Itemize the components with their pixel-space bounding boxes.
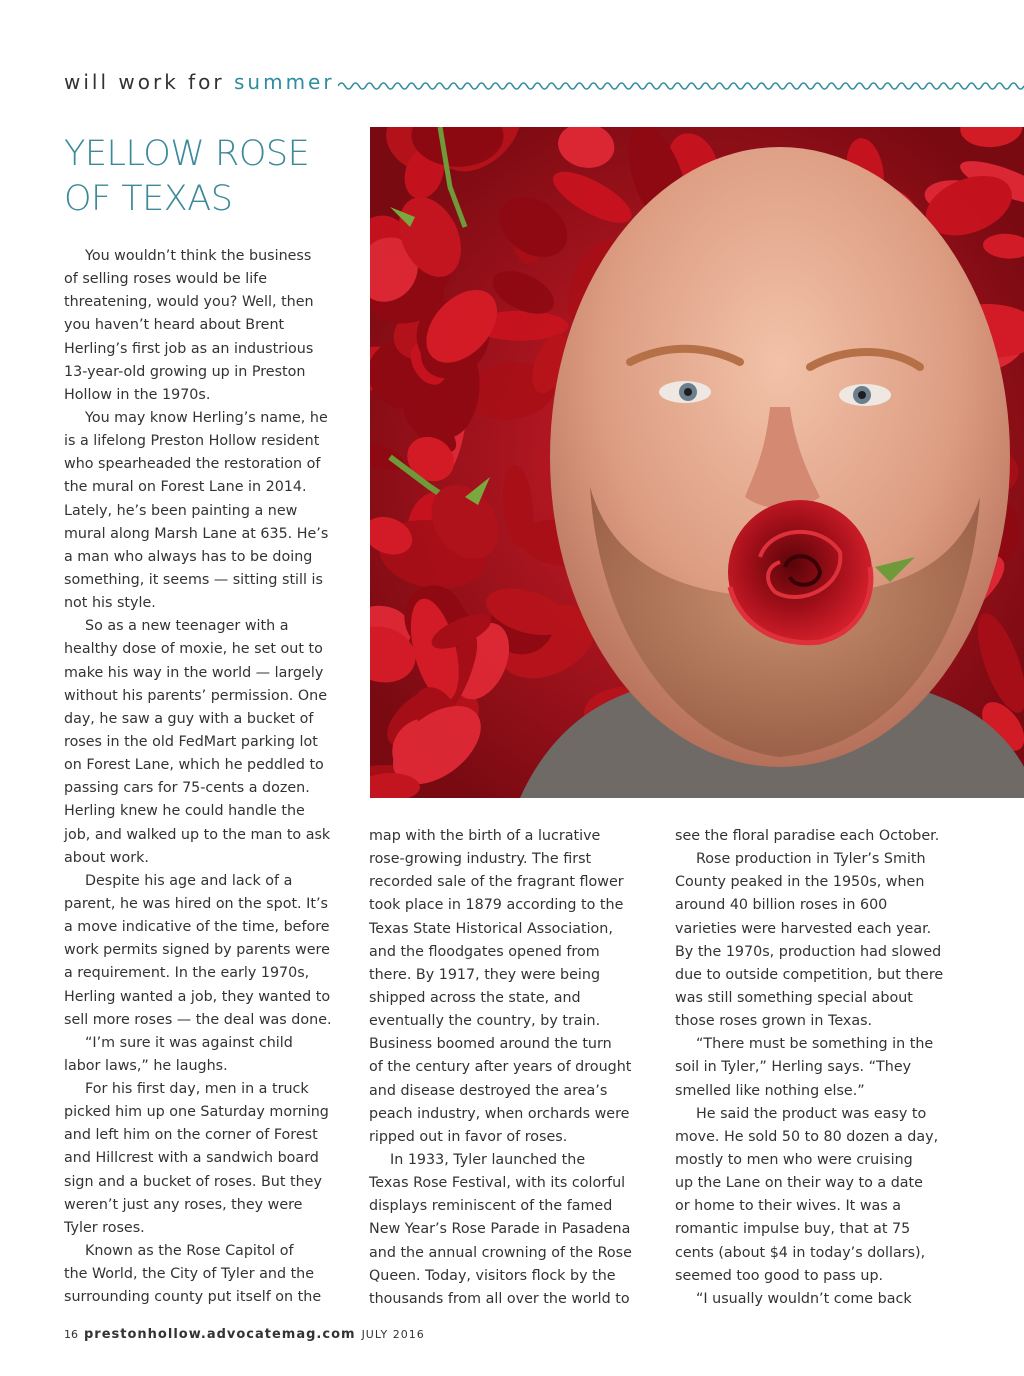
text-line: picked him up one Saturday morning (64, 1104, 329, 1121)
text-line: sell more roses — the deal was done. (64, 1011, 332, 1028)
section-prefix: will work for (64, 70, 225, 94)
text-line: thousands from all over the world to (369, 1290, 630, 1307)
text-line: without his parents’ permission. One (64, 687, 327, 704)
text-line: soil in Tyler,” Herling says. “They (675, 1059, 912, 1076)
text-line: mural along Marsh Lane at 635. He’s (64, 525, 329, 542)
text-line: By the 1970s, production had slowed (675, 943, 942, 960)
text-line: “I’m sure it was against child (85, 1034, 293, 1051)
article-column-1 (64, 245, 354, 1309)
text-line: a requirement. In the early 1970s, (64, 965, 310, 982)
text-line: “There must be something in the (696, 1036, 934, 1053)
section-accent: summer (234, 70, 335, 94)
text-line: peach industry, when orchards were (369, 1105, 630, 1122)
text-line: eventually the country, by train. (369, 1013, 601, 1030)
text-line: and the floodgates opened from (369, 943, 600, 960)
text-line: He said the product was easy to (696, 1105, 927, 1122)
page-number: 16 (64, 1328, 78, 1341)
text-line: Herling wanted a job, they wanted to (64, 988, 331, 1005)
text-line: and Hillcrest with a sandwich board (64, 1150, 319, 1167)
text-line: about work. (64, 849, 149, 866)
text-line: surrounding county put itself on the (64, 1289, 322, 1306)
text-line: So as a new teenager with a (85, 618, 289, 635)
text-line: Known as the Rose Capitol of (85, 1243, 294, 1260)
text-line: a man who always has to be doing (64, 548, 313, 565)
text-line: was still something special about (675, 989, 913, 1006)
text-line: varieties were harvested each year. (675, 920, 932, 937)
text-line: “I usually wouldn’t come back (696, 1290, 912, 1307)
text-line: and the annual crowning of the Rose (369, 1244, 632, 1261)
text-line: took place in 1879 according to the (369, 897, 624, 914)
text-line: For his first day, men in a truck (85, 1081, 309, 1098)
section-header (64, 70, 335, 100)
feature-photo (370, 127, 1024, 798)
text-line: up the Lane on their way to a date (675, 1175, 923, 1192)
text-line: make his way in the world — largely (64, 664, 324, 681)
text-line: 13-year-old growing up in Preston (64, 363, 306, 380)
text-line: Hollow in the 1970s. (64, 386, 211, 403)
text-line: and disease destroyed the area’s (369, 1082, 608, 1099)
text-line: something, it seems — sitting still is (64, 571, 323, 588)
headline-line-2: OF TEXAS (64, 179, 233, 219)
text-line: and left him on the corner of Forest (64, 1127, 318, 1144)
text-line: Despite his age and lack of a (85, 872, 293, 889)
text-line: roses in the old FedMart parking lot (64, 733, 318, 750)
text-line: move. He sold 50 to 80 dozen a day, (675, 1128, 939, 1145)
text-line: job, and walked up to the man to ask (64, 826, 331, 843)
text-line: shipped across the state, and (369, 989, 581, 1006)
text-line: Herling knew he could handle the (64, 803, 305, 820)
text-line: a move indicative of the time, before (64, 919, 330, 936)
text-line: In 1933, Tyler launched the (390, 1151, 586, 1168)
text-line: is a lifelong Preston Hollow resident (64, 433, 320, 450)
text-line: on Forest Lane, which he peddled to (64, 757, 324, 774)
text-line: healthy dose of moxie, he set out to (64, 641, 323, 658)
text-line: recorded sale of the fragrant flower (369, 874, 624, 891)
article-column-3 (675, 825, 965, 1311)
page-footer (64, 1327, 425, 1342)
text-line: work permits signed by parents were (64, 942, 330, 959)
text-line: Lately, he’s been painting a new (64, 502, 298, 519)
text-line: smelled like nothing else.” (675, 1082, 865, 1099)
text-line: or home to their wives. It was a (675, 1198, 902, 1215)
text-line: day, he saw a guy with a bucket of (64, 710, 314, 727)
text-line: not his style. (64, 595, 156, 612)
text-line: passing cars for 75-cents a dozen. (64, 780, 310, 797)
text-line: there. By 1917, they were being (369, 966, 601, 983)
text-line: mostly to men who were cruising (675, 1151, 913, 1168)
text-line: cents (about $4 in today’s dollars), (675, 1244, 926, 1261)
text-line: Queen. Today, visitors flock by the (369, 1267, 616, 1284)
text-line: those roses grown in Texas. (675, 1013, 873, 1030)
text-line: the World, the City of Tyler and the (64, 1266, 315, 1283)
portrait-illustration (370, 127, 1024, 798)
wave-divider (338, 78, 1024, 94)
text-line: labor laws,” he laughs. (64, 1057, 228, 1074)
text-line: seemed too good to pass up. (675, 1267, 884, 1284)
text-line: County peaked in the 1950s, when (675, 874, 925, 891)
text-line: threatening, would you? Well, then (64, 294, 314, 311)
text-line: rose-growing industry. The first (369, 851, 592, 868)
text-line: you haven’t heard about Brent (64, 317, 285, 334)
text-line: around 40 billion roses in 600 (675, 897, 888, 914)
text-line: romantic impulse buy, that at 75 (675, 1221, 911, 1238)
text-line: sign and a bucket of roses. But they (64, 1173, 322, 1190)
text-line: Business boomed around the turn (369, 1036, 612, 1053)
article-headline (64, 132, 364, 222)
website-url: prestonhollow.advocatemag.com (84, 1327, 356, 1342)
text-line: Tyler roses. (64, 1219, 145, 1236)
text-line: New Year’s Rose Parade in Pasadena (369, 1221, 631, 1238)
issue-date: JULY 2016 (361, 1328, 425, 1341)
text-line: who spearheaded the restoration of (64, 456, 321, 473)
text-line: Herling’s first job as an industrious (64, 340, 314, 357)
text-line: displays reminiscent of the famed (369, 1198, 613, 1215)
text-line: weren’t just any roses, they were (64, 1196, 303, 1213)
text-line: Texas State Historical Association, (369, 920, 613, 937)
text-line: You wouldn’t think the business (85, 248, 312, 264)
text-line: Rose production in Tyler’s Smith (696, 851, 926, 868)
text-line: You may know Herling’s name, he (85, 409, 328, 426)
article-column-2 (369, 825, 659, 1311)
text-line: due to outside competition, but there (675, 966, 944, 983)
headline-line-1: YELLOW ROSE (64, 134, 310, 174)
text-line: of selling roses would be life (64, 271, 267, 288)
text-line: of the century after years of drought (369, 1059, 632, 1076)
text-line: the mural on Forest Lane in 2014. (64, 479, 307, 496)
text-line: parent, he was hired on the spot. It’s (64, 895, 328, 912)
text-line: see the floral paradise each October. (675, 828, 940, 844)
text-line: Texas Rose Festival, with its colorful (369, 1175, 626, 1192)
text-line: map with the birth of a lucrative (369, 828, 601, 844)
text-line: ripped out in favor of roses. (369, 1128, 568, 1145)
